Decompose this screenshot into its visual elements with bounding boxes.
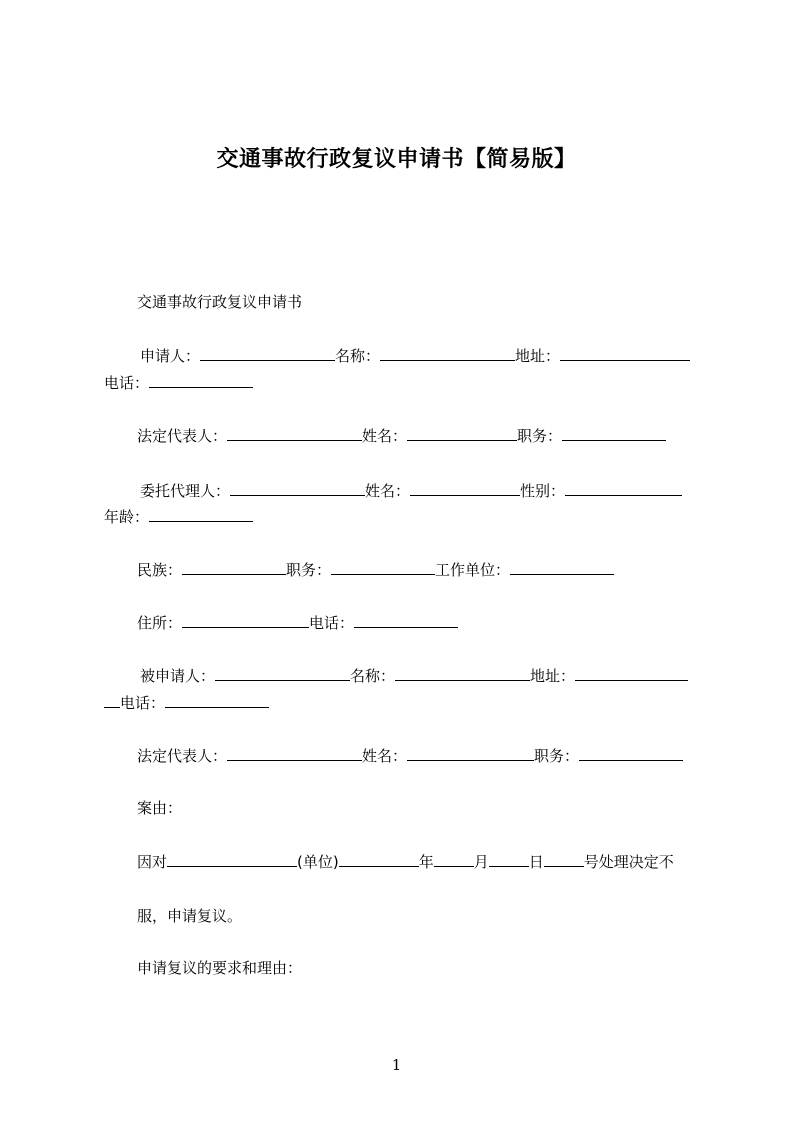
applicant-name-label: 名称：	[335, 347, 381, 365]
applicant-phone-field[interactable]	[149, 372, 253, 388]
respondent-address-label: 地址：	[530, 667, 576, 685]
decision-month-field[interactable]	[489, 851, 529, 867]
respondent-legal-name-field[interactable]	[407, 745, 534, 761]
ethnicity-label: 民族：	[137, 561, 183, 579]
ethnicity-field[interactable]	[182, 559, 286, 575]
legal-rep-field[interactable]	[227, 425, 362, 441]
decision-continuation: 服，申请复议。	[137, 907, 243, 925]
respondent-label: 被申请人：	[140, 667, 216, 685]
agent-label: 委托代理人：	[140, 482, 231, 500]
decision-month-label: 月	[473, 853, 489, 871]
decision-unit-field[interactable]	[339, 851, 419, 867]
requests-heading: 申请复议的要求和理由：	[137, 959, 303, 977]
legal-rep-label: 法定代表人：	[137, 427, 228, 445]
subtitle: 交通事故行政复议申请书	[137, 293, 303, 311]
decision-day-label: 日	[528, 853, 544, 871]
residence-line	[137, 612, 458, 633]
agent-gender-label: 性别：	[520, 482, 566, 500]
applicant-name-field[interactable]	[380, 345, 515, 361]
respondent-legal-field[interactable]	[227, 745, 362, 761]
respondent-address-field[interactable]	[575, 665, 688, 681]
agent-age-field[interactable]	[149, 506, 253, 522]
agent-field[interactable]	[230, 480, 365, 496]
legal-rep-name-field[interactable]	[407, 425, 517, 441]
respondent-phone-prefix-field[interactable]	[104, 692, 120, 708]
applicant-field[interactable]	[200, 345, 335, 361]
agent-age-line	[104, 506, 253, 527]
decision-line	[137, 851, 674, 872]
residence-phone-label: 电话：	[309, 614, 355, 632]
respondent-field[interactable]	[215, 665, 350, 681]
case-reason: 案由：	[137, 799, 183, 817]
applicant-phone-label: 电话：	[104, 374, 150, 392]
agent-line	[140, 480, 682, 501]
decision-day-field[interactable]	[544, 851, 584, 867]
respondent-name-label: 名称：	[350, 667, 396, 685]
agent-age-label: 年龄：	[104, 508, 150, 526]
agent-name-label: 姓名：	[365, 482, 411, 500]
agent-gender-field[interactable]	[565, 480, 682, 496]
applicant-label: 申请人：	[140, 347, 201, 365]
respondent-name-field[interactable]	[395, 665, 530, 681]
applicant-phone-line	[104, 372, 253, 393]
legal-rep-post-label: 职务：	[517, 427, 563, 445]
workplace-label: 工作单位：	[435, 561, 511, 579]
agent-post-field[interactable]	[331, 559, 435, 575]
decision-suffix: 号处理决定不	[583, 853, 674, 871]
decision-year-label: 年	[418, 853, 434, 871]
respondent-phone-label: 电话：	[120, 694, 166, 712]
decision-target-field[interactable]	[167, 851, 297, 867]
respondent-legal-post-label: 职务：	[534, 747, 580, 765]
agent-name-field[interactable]	[410, 480, 520, 496]
decision-prefix: 因对	[137, 853, 168, 871]
agent-details-line	[137, 559, 614, 580]
decision-unit-label: (单位)	[297, 853, 339, 871]
applicant-address-field[interactable]	[560, 345, 690, 361]
respondent-line	[140, 665, 688, 686]
respondent-legal-line	[137, 745, 683, 766]
legal-rep-post-field[interactable]	[562, 425, 666, 441]
decision-year-field[interactable]	[434, 851, 474, 867]
page-number: 1	[391, 1056, 402, 1074]
residence-phone-field[interactable]	[354, 612, 458, 628]
agent-post-label: 职务：	[286, 561, 332, 579]
respondent-legal-name-label: 姓名：	[362, 747, 408, 765]
workplace-field[interactable]	[510, 559, 614, 575]
respondent-phone-field[interactable]	[165, 692, 269, 708]
applicant-address-label: 地址：	[515, 347, 561, 365]
respondent-legal-post-field[interactable]	[579, 745, 683, 761]
document-title: 交通事故行政复议申请书【简易版】	[216, 147, 577, 172]
respondent-phone-line	[104, 692, 269, 713]
residence-label: 住所：	[137, 614, 183, 632]
residence-field[interactable]	[182, 612, 309, 628]
applicant-line	[140, 345, 690, 366]
respondent-legal-label: 法定代表人：	[137, 747, 228, 765]
applicant-legal-line	[137, 425, 666, 446]
legal-rep-name-label: 姓名：	[362, 427, 408, 445]
